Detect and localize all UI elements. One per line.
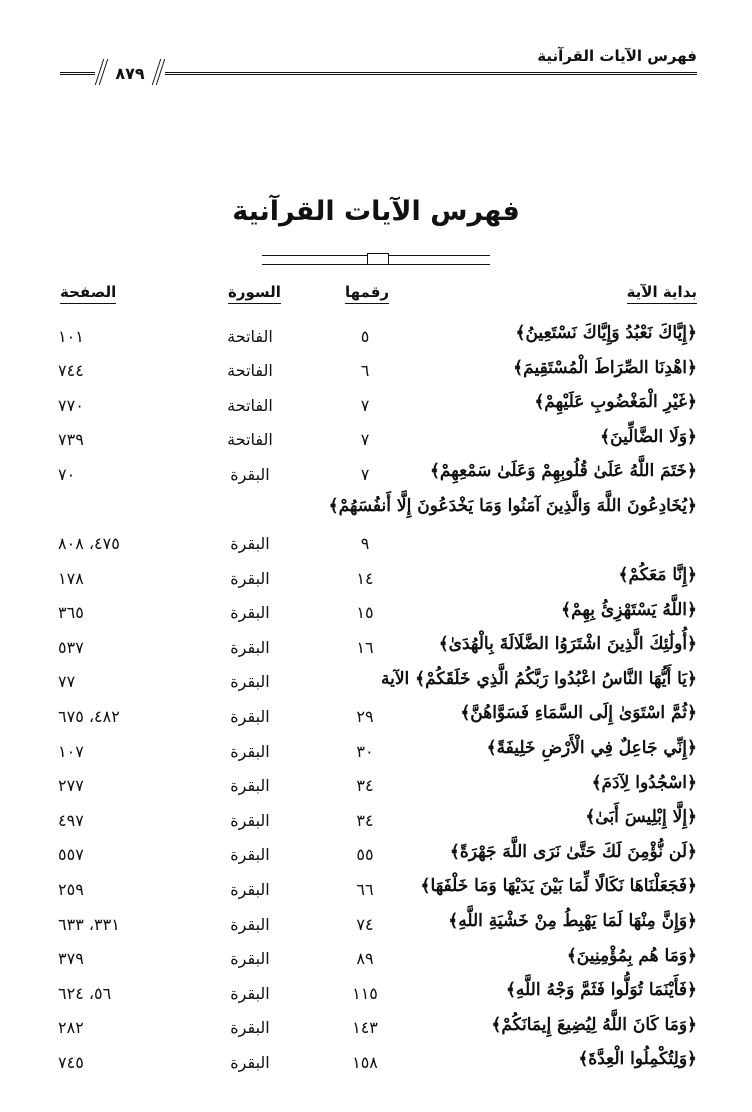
number-cell: ٧: [360, 395, 370, 415]
number-cell: ٦: [360, 361, 370, 381]
page-cell: ٧٧: [58, 672, 76, 692]
verse-cell: ﴿يَا أَيُّهَا النَّاسُ اعْبُدُوا رَبَّكُمُ الَّذِي خَلَقَكُمْ﴾ الآية: [380, 668, 697, 689]
surah-cell: الفاتحة: [227, 326, 273, 346]
page-cell: ٧٠: [58, 464, 76, 484]
number-cell: ٢٩: [356, 706, 374, 726]
number-cell: ١٦: [356, 637, 374, 657]
page-cell: ٧٣٩: [58, 430, 84, 450]
column-header-page: الصفحة: [60, 283, 116, 304]
number-cell: ٣٤: [356, 776, 374, 796]
surah-cell: البقرة: [230, 1018, 270, 1038]
number-cell: ٦٦: [356, 879, 374, 899]
surah-cell: البقرة: [230, 568, 270, 588]
table-row: [0, 662, 752, 697]
number-cell: ١٥٨: [352, 1052, 378, 1072]
verse-cell: ﴿إِلَّا إِبْلِيسَ أَبَىٰ﴾: [585, 807, 697, 828]
verse-cell: ﴿لَن نُّؤْمِنَ لَكَ حَتَّىٰ نَرَى اللَّهَ جَهْرَةً﴾: [449, 841, 697, 862]
table-row: [0, 696, 752, 731]
verse-cell: ﴿وَلَا الضَّالِّينَ﴾: [600, 426, 697, 447]
verse-cell: ﴿وَلِتُكْمِلُوا الْعِدَّةَ﴾: [578, 1049, 697, 1070]
title-ornament: [262, 255, 490, 265]
table-row: [0, 1008, 752, 1043]
verse-cell: ﴿يُخَادِعُونَ اللَّهَ وَالَّذِينَ آمَنُوا وَمَا يَخْدَعُونَ إِلَّا أَنفُسَهُمْ﴾: [328, 495, 697, 516]
column-header-verse: بداية الآية: [627, 283, 697, 304]
table-row: [0, 385, 752, 420]
verse-cell: ﴿وَمَا كَانَ اللَّهُ لِيُضِيعَ إِيمَانَكُمْ﴾: [491, 1014, 697, 1035]
number-cell: ٨٩: [356, 949, 374, 969]
table-row: [0, 800, 752, 835]
page-cell: ١٠٧: [58, 741, 84, 761]
surah-cell: البقرة: [230, 533, 270, 553]
verse-cell: ﴿فَأَيْنَمَا تُوَلُّوا فَثَمَّ وَجْهُ اللَّهِ﴾: [505, 980, 697, 1001]
surah-cell: البقرة: [230, 464, 270, 484]
table-row: [0, 869, 752, 904]
verse-cell: ﴿خَتَمَ اللَّهُ عَلَىٰ قُلُوبِهِمْ وَعَلَىٰ سَمْعِهِمْ﴾: [429, 461, 697, 482]
page-cell: ١٠١: [58, 326, 84, 346]
surah-cell: البقرة: [230, 845, 270, 865]
verse-cell: ﴿اللَّهُ يَسْتَهْزِئُ بِهِمْ﴾: [561, 599, 697, 620]
page-cell: ٢٥٩: [58, 879, 84, 899]
verse-cell: ﴿إِنِّي جَاعِلٌ فِي الْأَرْضِ خَلِيفَةً﴾: [486, 737, 697, 758]
page-cell: ٢٨٢: [58, 1018, 84, 1038]
number-cell: ٣٤: [356, 810, 374, 830]
surah-cell: البقرة: [230, 949, 270, 969]
verse-cell: ﴿وَمَا هُم بِمُؤْمِنِينَ﴾: [566, 945, 697, 966]
page-cell: ٧٤٤: [58, 361, 84, 381]
surah-cell: البقرة: [230, 879, 270, 899]
table-row: [0, 316, 752, 351]
number-cell: ١٤٣: [352, 1018, 378, 1038]
table-row: [0, 489, 752, 558]
page-cell: ٥٣٧: [58, 637, 84, 657]
page-cell: ٤٨٢، ٦٧٥: [58, 706, 120, 726]
surah-cell: البقرة: [230, 776, 270, 796]
page-cell: ١٧٨: [58, 568, 84, 588]
ornament-center: [367, 253, 389, 265]
page-number: ٨٧٩: [95, 62, 165, 84]
page-cell: ٧٤٥: [58, 1052, 84, 1072]
number-cell: ١١٥: [352, 983, 378, 1003]
page-cell: ٣٧٩: [58, 949, 84, 969]
number-cell: ٥: [360, 326, 370, 346]
page-cell: ٧٧٠: [58, 395, 84, 415]
page-cell: ٣٦٥: [58, 603, 84, 623]
table-row: [0, 627, 752, 662]
number-cell: ٧٤: [356, 914, 374, 934]
verse-cell: ﴿اهْدِنَا الصِّرَاطَ الْمُسْتَقِيمَ﴾: [513, 357, 697, 378]
column-header-number: رقمها: [345, 283, 389, 304]
number-cell: ٧: [360, 430, 370, 450]
table-row: [0, 420, 752, 455]
page-cell: ٥٦، ٦٢٤: [58, 983, 112, 1003]
number-cell: ١٤: [356, 568, 374, 588]
verse-cell: ﴿إِيَّاكَ نَعْبُدُ وَإِيَّاكَ نَسْتَعِينُ﴾: [515, 323, 697, 343]
index-table: [0, 316, 752, 1077]
table-row: [0, 593, 752, 628]
surah-cell: البقرة: [230, 1052, 270, 1072]
surah-cell: البقرة: [230, 672, 270, 692]
column-header-surah: السورة: [228, 283, 281, 304]
number-cell: ٥٥: [356, 845, 374, 865]
table-row: [0, 904, 752, 939]
table-row: [0, 558, 752, 593]
page-cell: ٥٥٧: [58, 845, 84, 865]
surah-cell: الفاتحة: [227, 430, 273, 450]
verse-cell: ﴿فَجَعَلْنَاهَا نَكَالًا لِّمَا بَيْنَ يَدَيْهَا وَمَا خَلْفَهَا﴾: [420, 876, 697, 897]
table-row: [0, 766, 752, 801]
page-cell: ٢٧٧: [58, 776, 84, 796]
surah-cell: البقرة: [230, 706, 270, 726]
table-row: [0, 835, 752, 870]
surah-cell: البقرة: [230, 914, 270, 934]
surah-cell: البقرة: [230, 810, 270, 830]
verse-cell: ﴿أُولَٰئِكَ الَّذِينَ اشْتَرَوُا الضَّلَالَةَ بِالْهُدَىٰ﴾: [438, 634, 697, 655]
page-cell: ٣٣١، ٦٣٣: [58, 914, 120, 934]
verse-cell: ﴿وَإِنَّ مِنْهَا لَمَا يَهْبِطُ مِنْ خَشْيَةِ اللَّهِ﴾: [448, 910, 697, 931]
table-row: [0, 351, 752, 386]
table-row: [0, 939, 752, 974]
number-cell: ٣٠: [356, 741, 374, 761]
number-cell: ٩: [360, 533, 370, 553]
verse-cell: ﴿ثُمَّ اسْتَوَىٰ إِلَى السَّمَاءِ فَسَوَّاهُنَّ﴾: [460, 703, 697, 724]
table-row: [0, 973, 752, 1008]
number-cell: ٧: [360, 464, 370, 484]
surah-cell: الفاتحة: [227, 395, 273, 415]
surah-cell: البقرة: [230, 741, 270, 761]
table-row: [0, 454, 752, 489]
verse-cell: ﴿إِنَّا مَعَكُمْ﴾: [618, 564, 697, 585]
verse-cell: ﴿غَيْرِ الْمَغْضُوبِ عَلَيْهِمْ﴾: [534, 392, 697, 413]
table-row: [0, 731, 752, 766]
number-cell: ١٥: [356, 603, 374, 623]
table-row: [0, 1042, 752, 1077]
page-title: فهرس الآيات القرآنية: [232, 196, 520, 227]
page-cell: ٤٧٥، ٨٠٨: [58, 533, 120, 553]
surah-cell: الفاتحة: [227, 361, 273, 381]
surah-cell: البقرة: [230, 637, 270, 657]
surah-cell: البقرة: [230, 603, 270, 623]
running-title: فهرس الآيات القرآنية: [537, 47, 697, 65]
page-cell: ٤٩٧: [58, 810, 84, 830]
surah-cell: البقرة: [230, 983, 270, 1003]
verse-cell: ﴿اسْجُدُوا لِآدَمَ﴾: [591, 772, 697, 793]
